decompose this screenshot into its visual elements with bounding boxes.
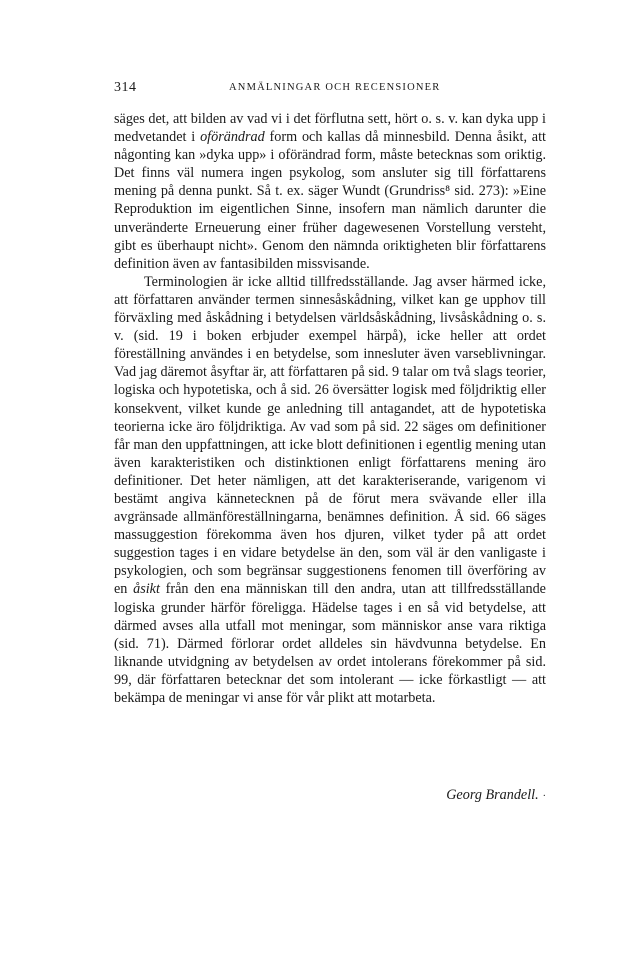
page-header	[114, 80, 546, 100]
author-signature	[114, 787, 546, 804]
paragraph-terminology	[114, 273, 546, 707]
emphasized-word: åsikt	[133, 581, 160, 598]
paragraph-text: från den ena människan till den andra, utan att tillfredsställande logiska grunder härför föreligga. Hädelse tages i en så vid betydelse, att därmed avses alla utfall mot meningar, som människor anse vara riktiga (sid. 71). Därmed förlorar ordet alldeles sin hävdvunna betydelse. En liknande utvidgning av betydelsen av ordet intolerans förekommer på sid. 99, där författaren betecknar det som intolerant — icke förkastligt — att bekämpa de meningar vi anse för vår plikt att motarbeta.	[114, 581, 546, 706]
paragraph-text: form och kallas då minnesbild. Denna åsikt, att någonting kan »dyka upp» i oförändrad form, måste betecknas som oriktig. Det finns väl numera ingen psykolog, som ansluter sig till författarens mening på denna punkt. Så t. ex. säger Wundt (Grundriss⁸ sid. 273): »Eine Reproduktion im eigentlichen Sinne, insofern man nämlich darunter die unveränderte Erneuerung einer früher dagewesenen Vorstellung versteht, gibt es überhaupt nicht». Genom den nämnda oriktigheten blir författarens definition även av fantasibilden missvisande.	[114, 129, 546, 272]
emphasized-word: oförändrad	[200, 129, 265, 146]
article-body	[114, 110, 546, 707]
paragraph-continuation	[114, 110, 546, 273]
page-number: 314	[114, 80, 137, 95]
paragraph-text: säges det, att bilden av vad vi i det förflutna sett, hört o. s. v. kan dyka upp i medvetandet i	[114, 111, 546, 146]
paragraph-text: Terminologien är icke alltid tillfredsställande. Jag avser härmed icke, att författaren använder termen sinnesåskådning, vilket kan ge upphov till förväxling med åskådning i betydelsen världsåskådning, livsåskådning o. s. v. (sid. 19 i boken erbjuder exempel härpå), icke heller att ordet föreställning användes i en betydelse, som innesluter även varseblivningar. Vad jag däremot åsyftar är, att författaren på sid. 9 talar om två slags teorier, logiska och hypotetiska, och å sid. 26 översätter logisk med följdriktig eller konsekvent, vilket kunde ge anledning till antagandet, att de hypotetiska teorierna icke äro följdriktiga. Av vad som på sid. 22 säges om definitioner får man den uppfattningen, att icke blott definitionen i egentlig mening utan även karakteristiken och distinktionen enligt författarens mening äro definitioner. Det heter nämligen, att det karakteriserande, varigenom vi bestämt angiva kännetecknen på de förut mera svävande eller illa avgränsade allmänföreställningarna, benämnes definition. Å sid. 66 säges massuggestion förekomma även hos djuren, vilket tyder på att ordet suggestion tages i en vidare betydelse än den, som väl är den vanligaste i psykologien, och som begränsar suggestionens fenomen till överföring av en	[114, 273, 546, 598]
running-head: ANMÄLNINGAR OCH RECENSIONER	[229, 82, 441, 93]
signature-mark: ·	[542, 791, 546, 802]
signature-name: Georg Brandell.	[446, 787, 539, 803]
